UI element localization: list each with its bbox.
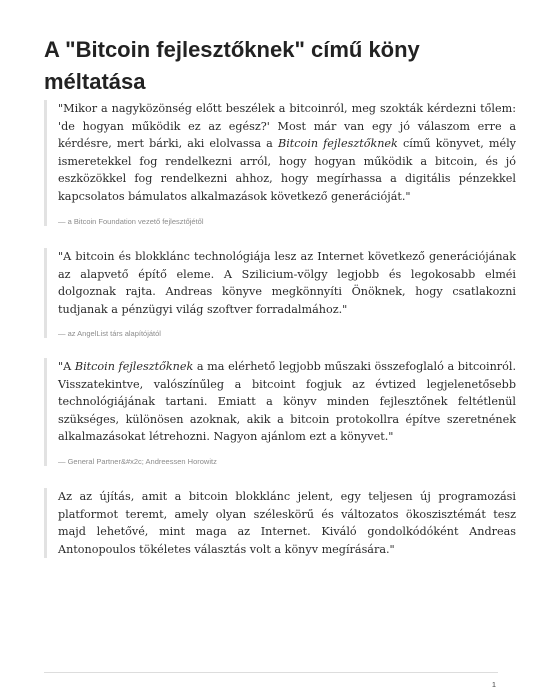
quote-text-part: "A bitcoin és blokklánc technológiája lesz az Internet következő generációjának az alapvető építő eleme. A Szilicium-völgy legjobb és legokosabb elméi dolgoznak rajta. Andreas könyve megkönnyíti Önöknek, hogy csatlakozni tudjanak a pénzügyi világ szoftver forradalmához."	[58, 250, 516, 316]
quote-text	[58, 488, 516, 558]
quote-text	[58, 100, 516, 206]
book-title-emphasis: Bitcoin fejlesztőknek	[277, 137, 398, 151]
blockquote-2	[44, 248, 516, 338]
page-title: A "Bitcoin fejlesztőknek" című köny méltatása	[44, 37, 420, 94]
quote-text	[58, 248, 516, 318]
quote-attribution: — az AngelList társ alapítójától	[58, 329, 161, 339]
quote-text-part: Az az újítás, amit a bitcoin blokklánc jelent, egy teljesen új programozási platformot teremt, amely olyan széleskörű és változatos ökoszisztémát tesz majd lehetővé, mint maga az Internet. Kiváló gondolkódóként Andreas Antonopoulos tökéletes választás volt a könyv megírására."	[58, 490, 516, 556]
book-title-emphasis: Bitcoin fejlesztőknek	[74, 360, 194, 373]
quote-text-part: a ma elérhető legjobb műszaki összefoglaló a bitcoinról. Visszatekintve, valószínűleg a bitcoint fogjuk az évtized legjelenetősebb technológiájának tartani. Emiatt a könyv minden fejlesztőnek feltétlenül szükséges, különösen azoknak, akik a bitcoin protokollra építve szeretnének alkalmazásokat létrehozni. Nagyon ajánlom ezt a könyvet."	[58, 360, 517, 444]
blockquote-3	[44, 358, 516, 466]
quote-attribution: — General Partner&#x2c; Andreessen Horowitz	[58, 456, 217, 466]
quote-text-part: "A	[58, 360, 75, 373]
quote-text	[58, 358, 516, 446]
blockquote-4	[44, 488, 516, 558]
quote-attribution: — a Bitcoin Foundation vezető fejlesztőjétől	[58, 216, 204, 226]
blockquote-1	[44, 100, 516, 226]
quote-text-part: "Mikor a nagyközönség előtt beszélek a bitcoinról, meg szokták kérdezni tőlem: 'de hogyan működik ez az egész?' Most már van egy jó válaszom erre a kérdésre, mert bárki, aki elolvassa a	[58, 102, 516, 151]
quote-text-part: című könyvet, mély ismeretekkel fog rendelkezni arról, hogy hogyan működik a bitcoin, és jó eszközökkel fog rendelkezni ahhoz, hogy megírhassa a digitális pénzekkel kapcsolatos bámulatos alkalmazások következő generációját."	[58, 137, 516, 203]
page-number: 1	[491, 680, 496, 689]
footer-divider	[44, 672, 498, 673]
